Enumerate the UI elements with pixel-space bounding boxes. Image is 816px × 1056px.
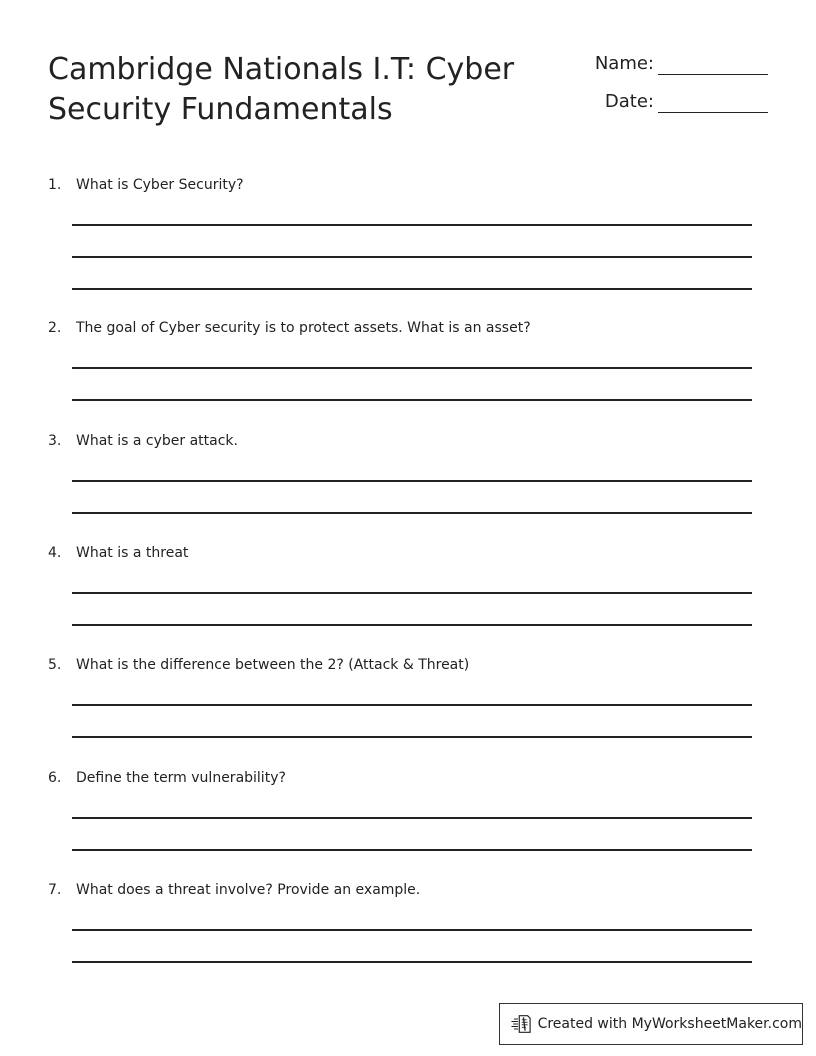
name-blank-line[interactable] (658, 74, 768, 75)
answer-line[interactable] (72, 704, 752, 706)
name-label: Name: (594, 53, 654, 74)
question-text: What is the difference between the 2? (Attack & Threat) (76, 657, 470, 673)
answer-line[interactable] (72, 592, 752, 594)
answer-line[interactable] (72, 849, 752, 851)
answer-line[interactable] (72, 512, 752, 514)
question-3 (48, 431, 758, 451)
answer-line[interactable] (72, 817, 752, 819)
answer-line[interactable] (72, 224, 752, 226)
question-text: What is a cyber attack. (76, 433, 238, 449)
question-number: 4. (48, 545, 62, 561)
worksheet-title (48, 50, 548, 130)
worksheet-title-line-1: Cambridge Nationals I.T: Cyber (48, 52, 515, 87)
answer-line[interactable] (72, 256, 752, 258)
question-6 (48, 768, 758, 788)
question-number: 5. (48, 657, 62, 673)
question-text: What does a threat involve? Provide an example. (76, 882, 421, 898)
question-1 (48, 175, 758, 195)
date-field (560, 89, 770, 115)
date-label: Date: (604, 91, 654, 112)
worksheet-maker-logo-icon (511, 1012, 533, 1036)
answer-line[interactable] (72, 624, 752, 626)
question-number: 2. (48, 320, 62, 336)
answer-line[interactable] (72, 961, 752, 963)
question-7 (48, 880, 758, 900)
question-2 (48, 318, 758, 338)
question-number: 6. (48, 770, 62, 786)
answer-line[interactable] (72, 288, 752, 290)
question-number: 1. (48, 177, 62, 193)
question-text: What is a threat (76, 545, 189, 561)
question-number: 3. (48, 433, 62, 449)
question-number: 7. (48, 882, 62, 898)
question-4 (48, 543, 758, 563)
answer-line[interactable] (72, 736, 752, 738)
question-5 (48, 655, 758, 675)
created-with-text: Created with MyWorksheetMaker.com (537, 1016, 802, 1032)
question-text: Define the term vulnerability? (76, 770, 286, 786)
answer-line[interactable] (72, 929, 752, 931)
question-text: The goal of Cyber security is to protect assets. What is an asset? (76, 320, 531, 336)
question-text: What is Cyber Security? (76, 177, 244, 193)
created-with-badge[interactable] (499, 1003, 803, 1045)
date-blank-line[interactable] (658, 112, 768, 113)
answer-line[interactable] (72, 399, 752, 401)
answer-line[interactable] (72, 367, 752, 369)
worksheet-title-line-2: Security Fundamentals (48, 92, 393, 127)
answer-line[interactable] (72, 480, 752, 482)
name-field (560, 51, 770, 77)
